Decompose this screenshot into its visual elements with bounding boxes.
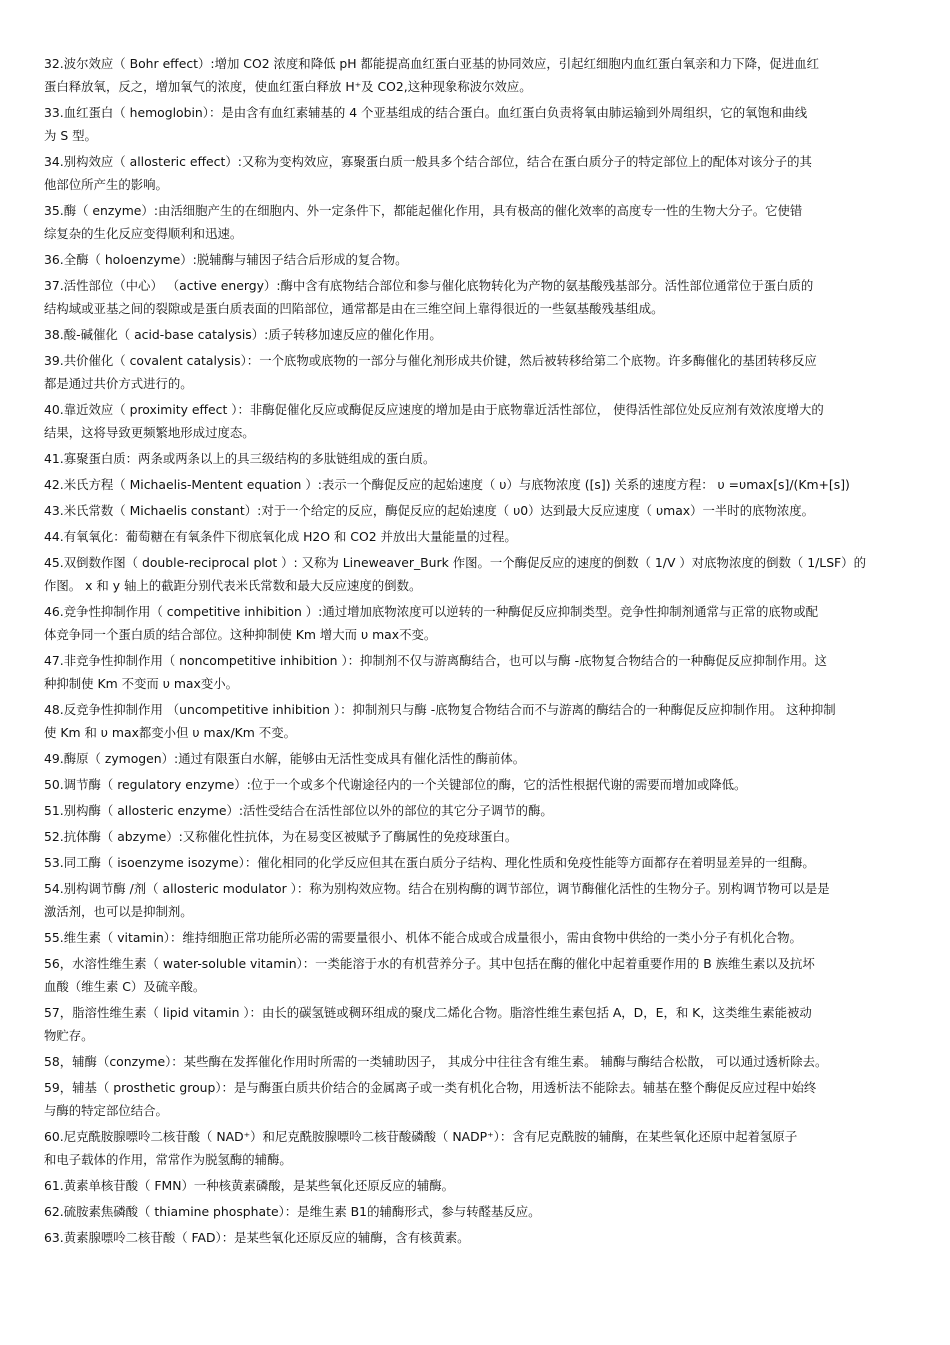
glossary-entry bbox=[44, 825, 912, 848]
entry-text-line: 结果，这将导致更频繁地形成过度态。 bbox=[44, 425, 255, 440]
entry-text-line: 58，辅酶（conzyme）：某些酶在发挥催化作用时所需的一类辅助因子， 其成分中往往含有维生素。 辅酶与酶结合松散， 可以通过透析除去。 bbox=[44, 1054, 828, 1069]
entry-text-line: 40.靠近效应（ proximity effect ）：非酶促催化反应或酶促反应速度的增加是由于底物靠近活性部位， 使得活性部位处反应剂有效浓度增大的 bbox=[44, 402, 824, 417]
entry-text-line: 都是通过共价方式进行的。 bbox=[44, 376, 193, 391]
glossary-entry bbox=[44, 952, 912, 998]
glossary-entry bbox=[44, 1226, 912, 1249]
entry-text-line: 综复杂的生化反应变得顺利和迅速。 bbox=[44, 226, 243, 241]
glossary-entry bbox=[44, 274, 912, 320]
entry-text-line: 59，辅基（ prosthetic group）：是与酶蛋白质共价结合的金属离子或一类有机化合物，用透析法不能除去。辅基在整个酶促反应过程中始终 bbox=[44, 1080, 817, 1095]
entry-text-line: 36.全酶（ holoenzyme）:脱辅酶与辅因子结合后形成的复合物。 bbox=[44, 252, 408, 267]
glossary-entry bbox=[44, 1001, 912, 1047]
entry-text-line: 43.米氏常数（ Michaelis constant）:对于一个给定的反应，酶促反应的起始速度（ υ0）达到最大反应速度（ υmax）一半时的底物浓度。 bbox=[44, 503, 815, 518]
glossary-entry bbox=[44, 1200, 912, 1223]
glossary-entry bbox=[44, 698, 912, 744]
entry-text-line: 55.维生素（ vitamin）：维持细胞正常功能所必需的需要量很小、机体不能合成或合成量很小，需由食物中供给的一类小分子有机化合物。 bbox=[44, 930, 802, 945]
glossary-entry bbox=[44, 150, 912, 196]
entry-text-line: 56，水溶性维生素（ water-soluble vitamin）：一类能溶于水的有机营养分子。其中包括在酶的催化中起着重要作用的 B 族维生素以及抗坏 bbox=[44, 956, 815, 971]
glossary-entry bbox=[44, 447, 912, 470]
glossary-entry bbox=[44, 1076, 912, 1122]
entry-text-line: 使 Km 和 υ max都变小但 υ max/Km 不变。 bbox=[44, 725, 296, 740]
entry-text-line: 50.调节酶（ regulatory enzyme）:位于一个或多个代谢途径内的一个关键部位的酶，它的活性根据代谢的需要而增加或降低。 bbox=[44, 777, 747, 792]
glossary-entry bbox=[44, 248, 912, 271]
entry-text-line: 作图。 x 和 y 轴上的截距分别代表米氏常数和最大反应速度的倒数。 bbox=[44, 578, 422, 593]
entry-text-line: 60.尼克酰胺腺嘌呤二核苷酸（ NAD⁺）和尼克酰胺腺嘌呤二核苷酸磷酸（ NADP⁺）：含有尼克酰胺的辅酶，在某些氧化还原中起着氢原子 bbox=[44, 1129, 798, 1144]
glossary-entry bbox=[44, 525, 912, 548]
entry-text-line: 与酶的特定部位结合。 bbox=[44, 1103, 168, 1118]
entry-text-line: 51.别构酶（ allosteric enzyme）:活性受结合在活性部位以外的部位的其它分子调节的酶。 bbox=[44, 803, 553, 818]
glossary-entry bbox=[44, 473, 912, 496]
entry-text-line: 39.共价催化（ covalent catalysis）：一个底物或底物的一部分与催化剂形成共价键，然后被转移给第二个底物。许多酶催化的基团转移反应 bbox=[44, 353, 817, 368]
entry-text-line: 物贮存。 bbox=[44, 1028, 94, 1043]
glossary-entry bbox=[44, 926, 912, 949]
entry-text-line: 41.寡聚蛋白质：两条或两条以上的具三级结构的多肽链组成的蛋白质。 bbox=[44, 451, 436, 466]
entry-text-line: 体竞争同一个蛋白质的结合部位。这种抑制使 Km 增大而 υ max不变。 bbox=[44, 627, 437, 642]
entry-text-line: 血酸（维生素 C）及硫辛酸。 bbox=[44, 979, 206, 994]
entry-text-line: 32.波尔效应（ Bohr effect）:增加 CO2 浓度和降低 pH 都能提高血红蛋白亚基的协同效应，引起红细胞内血红蛋白氧亲和力下降，促进血红 bbox=[44, 56, 819, 71]
glossary-entry bbox=[44, 851, 912, 874]
glossary-entry bbox=[44, 499, 912, 522]
entry-text-line: 48.反竞争性抑制作用 （uncompetitive inhibition ）：抑制剂只与酶 -底物复合物结合而不与游离的酶结合的一种酶促反应抑制作用。 这种抑制 bbox=[44, 702, 836, 717]
entry-text-line: 47.非竞争性抑制作用（ noncompetitive inhibition ）：抑制剂不仅与游离酶结合，也可以与酶 -底物复合物结合的一种酶促反应抑制作用。这 bbox=[44, 653, 827, 668]
glossary-entry bbox=[44, 877, 912, 923]
entry-text-line: 结构域或亚基之间的裂隙或是蛋白质表面的凹陷部位，通常都是由在三维空间上靠得很近的一些氨基酸残基组成。 bbox=[44, 301, 664, 316]
entry-text-line: 54.别构调节酶 /剂（ allosteric modulator ）：称为别构效应物。结合在别构酶的调节部位，调节酶催化活性的生物分子。别构调节物可以是是 bbox=[44, 881, 830, 896]
glossary-entry bbox=[44, 199, 912, 245]
entry-text-line: 61.黄素单核苷酸（ FMN）一种核黄素磷酸，是某些氧化还原反应的辅酶。 bbox=[44, 1178, 455, 1193]
glossary-entry bbox=[44, 600, 912, 646]
entry-text-line: 57，脂溶性维生素（ lipid vitamin ）：由长的碳氢链或稠环组成的聚戊二烯化合物。脂溶性维生素包括 A，D，E，和 K，这类维生素能被动 bbox=[44, 1005, 812, 1020]
entry-text-line: 53.同工酶（ isoenzyme isozyme）：催化相同的化学反应但其在蛋白质分子结构、理化性质和免疫性能等方面都存在着明显差异的一组酶。 bbox=[44, 855, 815, 870]
glossary-entry bbox=[44, 773, 912, 796]
entry-text-line: 49.酶原（ zymogen）:通过有限蛋白水解，能够由无活性变成具有催化活性的酶前体。 bbox=[44, 751, 526, 766]
entry-text-line: 种抑制使 Km 不变而 υ max变小。 bbox=[44, 676, 239, 691]
entry-text-line: 46.竞争性抑制作用（ competitive inhibition ）:通过增加底物浓度可以逆转的一种酶促反应抑制类型。竞争性抑制剂通常与正常的底物或配 bbox=[44, 604, 818, 619]
glossary-entry bbox=[44, 551, 912, 597]
entry-text-line: 为 S 型。 bbox=[44, 128, 97, 143]
glossary-entry bbox=[44, 101, 912, 147]
glossary-entry bbox=[44, 747, 912, 770]
entry-text-line: 35.酶（ enzyme）:由活细胞产生的在细胞内、外一定条件下，都能起催化作用，具有极高的催化效率的高度专一性的生物大分子。它使错 bbox=[44, 203, 803, 218]
glossary-entry bbox=[44, 1174, 912, 1197]
entry-text-line: 他部位所产生的影响。 bbox=[44, 177, 168, 192]
glossary-entries bbox=[44, 52, 912, 1252]
entry-text-line: 63.黄素腺嘌呤二核苷酸（ FAD）：是某些氧化还原反应的辅酶，含有核黄素。 bbox=[44, 1230, 470, 1245]
glossary-entry bbox=[44, 649, 912, 695]
entry-text-line: 37.活性部位（中心） （active energy）:酶中含有底物结合部位和参与催化底物转化为产物的氨基酸残基部分。活性部位通常位于蛋白质的 bbox=[44, 278, 814, 293]
entry-text-line: 52.抗体酶（ abzyme）:又称催化性抗体，为在易变区被赋予了酶属性的免疫球蛋白。 bbox=[44, 829, 518, 844]
entry-text-line: 34.别构效应（ allosteric effect）:又称为变构效应，寡聚蛋白质一般具多个结合部位，结合在蛋白质分子的特定部位上的配体对该分子的其 bbox=[44, 154, 812, 169]
glossary-entry bbox=[44, 799, 912, 822]
glossary-entry bbox=[44, 1125, 912, 1171]
entry-text-line: 62.硫胺素焦磷酸（ thiamine phosphate）：是维生素 B1的辅酶形式，参与转醛基反应。 bbox=[44, 1204, 541, 1219]
entry-text-line: 蛋白释放氧，反之，增加氧气的浓度，使血红蛋白释放 H⁺及 CO2,这种现象称波尔效应。 bbox=[44, 79, 532, 94]
entry-text-line: 42.米氏方程（ Michaelis-Mentent equation ）:表示一个酶促反应的起始速度（ υ）与底物浓度 ([s]) 关系的速度方程： υ =υmax[s]/(Km+[s]) bbox=[44, 477, 850, 492]
entry-text-line: 45.双倒数作图（ double-reciprocal plot ）: 又称为 Lineweaver_Burk 作图。一个酶促反应的速度的倒数（ 1/V ）对底物浓度的倒数（ 1/LSF）的 bbox=[44, 555, 866, 570]
entry-text-line: 激活剂，也可以是抑制剂。 bbox=[44, 904, 193, 919]
glossary-entry bbox=[44, 52, 912, 98]
glossary-entry bbox=[44, 323, 912, 346]
entry-text-line: 和电子载体的作用，常常作为脱氢酶的辅酶。 bbox=[44, 1152, 292, 1167]
entry-text-line: 44.有氧氧化：葡萄糖在有氧条件下彻底氧化成 H2O 和 CO2 并放出大量能量的过程。 bbox=[44, 529, 517, 544]
entry-text-line: 33.血红蛋白（ hemoglobin）：是由含有血红素辅基的 4 个亚基组成的结合蛋白。血红蛋白负责将氧由肺运输到外周组织，它的氧饱和曲线 bbox=[44, 105, 808, 120]
entry-text-line: 38.酸-碱催化（ acid-base catalysis）:质子转移加速反应的催化作用。 bbox=[44, 327, 442, 342]
glossary-entry bbox=[44, 349, 912, 395]
glossary-entry bbox=[44, 1050, 912, 1073]
glossary-entry bbox=[44, 398, 912, 444]
